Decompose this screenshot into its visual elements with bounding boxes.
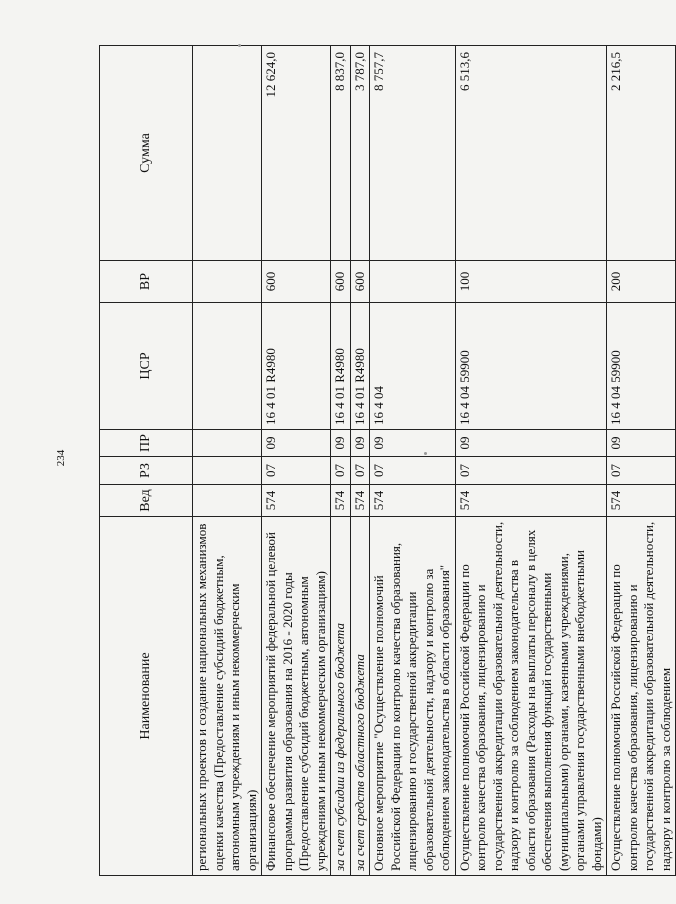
cell-name: Осуществление полномочий Российской Федерации по контролю качества образования, лицензированию и государственной аккредитации образовательной деятельности, надзору и контролю за соблюдением законодательства в области образования (Расходы на выплаты персоналу в целях обеспечения выполнения функций государственными (муниципальными) органами, казенными учреждениями, органами управления государственными внебюджетными фондами) bbox=[455, 517, 607, 876]
table-row bbox=[193, 46, 262, 876]
cell-ved bbox=[193, 485, 262, 517]
table-row bbox=[350, 46, 370, 876]
budget-table bbox=[99, 45, 676, 876]
cell-rz: 07 bbox=[262, 457, 331, 485]
page-number: 234 bbox=[55, 449, 67, 467]
cell-vr bbox=[370, 261, 456, 303]
cell-ved: 574 bbox=[350, 485, 370, 517]
header-vr: ВР bbox=[100, 261, 193, 303]
cell-vr: 600 bbox=[262, 261, 331, 303]
cell-pr: 09 bbox=[350, 430, 370, 457]
cell-csr: 16 4 01 R4980 bbox=[262, 303, 331, 430]
cell-pr: 09 bbox=[331, 430, 351, 457]
header-csr: ЦСР bbox=[100, 303, 193, 430]
cell-csr: 16 4 01 R4980 bbox=[350, 303, 370, 430]
table-row bbox=[370, 46, 456, 876]
cell-csr: 16 4 04 59900 bbox=[455, 303, 607, 430]
cell-rz: 07 bbox=[331, 457, 351, 485]
header-name: Наименование bbox=[100, 517, 193, 876]
cell-rz: 07 bbox=[370, 457, 456, 485]
cell-sum bbox=[193, 46, 262, 261]
header-ved: Вед bbox=[100, 485, 193, 517]
cell-rz: 07 bbox=[455, 457, 607, 485]
cell-pr: 09 bbox=[370, 430, 456, 457]
cell-vr: 200 bbox=[607, 261, 676, 303]
table-header-row bbox=[100, 46, 193, 876]
cell-pr: 09 bbox=[607, 430, 676, 457]
cell-vr bbox=[193, 261, 262, 303]
scan-speck bbox=[424, 452, 427, 455]
cell-sum: 6 513,6 bbox=[455, 46, 607, 261]
table-row bbox=[607, 46, 676, 876]
cell-name: за счет субсидии из федерального бюджета bbox=[331, 517, 351, 876]
cell-sum: 8 757,7 bbox=[370, 46, 456, 261]
header-rz: РЗ bbox=[100, 457, 193, 485]
cell-vr: 600 bbox=[331, 261, 351, 303]
cell-name: Осуществление полномочий Российской Федерации по контролю качества образования, лицензированию и государственной аккредитации образовательной деятельности, надзору и контролю за соблюдением bbox=[607, 517, 676, 876]
cell-ved: 574 bbox=[331, 485, 351, 517]
budget-table-sheet bbox=[99, 46, 673, 876]
header-sum: Сумма bbox=[100, 46, 193, 261]
table-row bbox=[455, 46, 607, 876]
cell-csr: 16 4 04 bbox=[370, 303, 456, 430]
cell-csr bbox=[193, 303, 262, 430]
cell-pr: 09 bbox=[455, 430, 607, 457]
cell-ved: 574 bbox=[607, 485, 676, 517]
cell-name: за счет средств областного бюджета bbox=[350, 517, 370, 876]
cell-pr: 09 bbox=[262, 430, 331, 457]
cell-rz: 07 bbox=[607, 457, 676, 485]
cell-rz: 07 bbox=[350, 457, 370, 485]
cell-rz bbox=[193, 457, 262, 485]
cell-sum: 2 216,5 bbox=[607, 46, 676, 261]
cell-ved: 574 bbox=[455, 485, 607, 517]
cell-name: региональных проектов и создание национальных механизмов оценки качества (Предоставление субсидий бюджетным, автономным учреждениям и иным некоммерческим организациям) bbox=[193, 517, 262, 876]
cell-ved: 574 bbox=[370, 485, 456, 517]
header-pr: ПР bbox=[100, 430, 193, 457]
table-row bbox=[331, 46, 351, 876]
cell-csr: 16 4 04 59900 bbox=[607, 303, 676, 430]
cell-sum: 8 837,0 bbox=[331, 46, 351, 261]
cell-vr: 600 bbox=[350, 261, 370, 303]
cell-vr: 100 bbox=[455, 261, 607, 303]
scan-speck bbox=[238, 44, 241, 47]
cell-ved: 574 bbox=[262, 485, 331, 517]
cell-pr bbox=[193, 430, 262, 457]
cell-name: Основное мероприятие "Осуществление полномочий Российской Федерации по контролю качества образования, лицензированию и государственной аккредитации образовательной деятельности, надзору и контролю за соблюдением законодательства в области образования" bbox=[370, 517, 456, 876]
cell-name: Финансовое обеспечение мероприятий федеральной целевой программы развития образования на 2016 - 2020 годы (Предоставление субсидий бюджетным, автономным учреждениям и иным некоммерческим организациям) bbox=[262, 517, 331, 876]
cell-sum: 12 624,0 bbox=[262, 46, 331, 261]
cell-sum: 3 787,0 bbox=[350, 46, 370, 261]
table-row bbox=[262, 46, 331, 876]
cell-csr: 16 4 01 R4980 bbox=[331, 303, 351, 430]
